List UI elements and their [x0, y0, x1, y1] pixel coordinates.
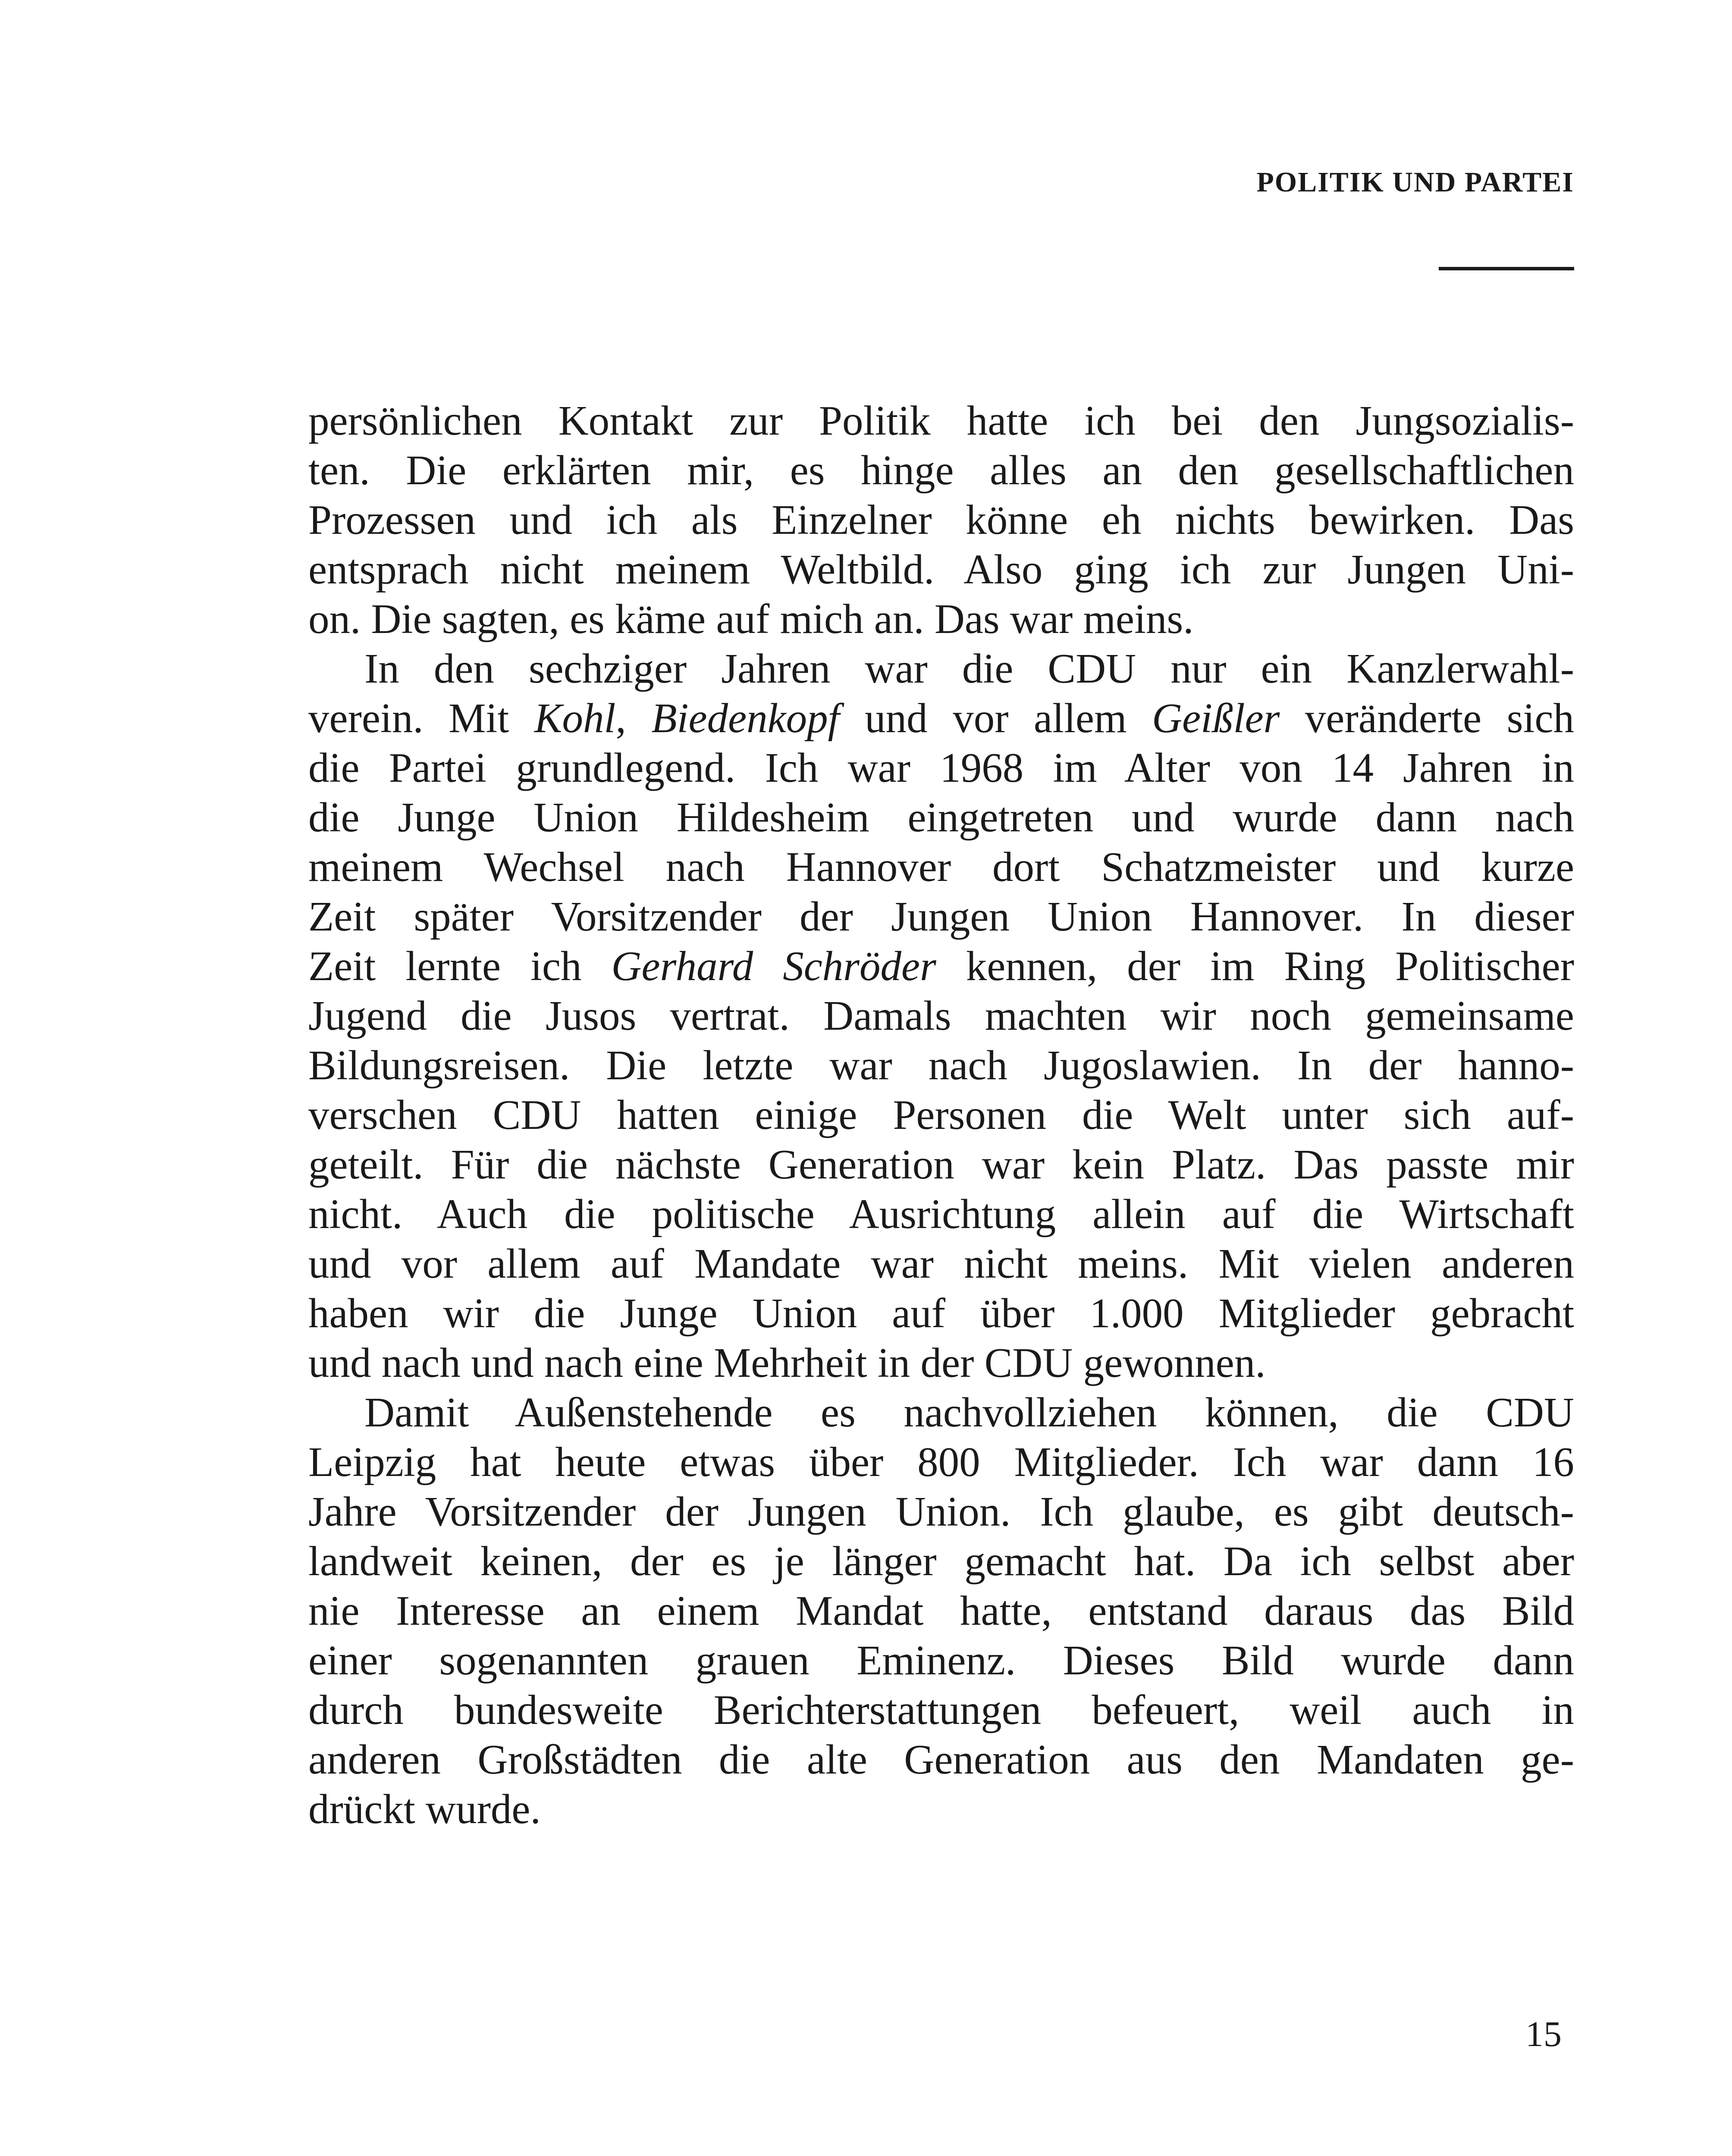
- text-segment: entsprach nicht meinem Weltbild. Also ging ich zur Jungen Uni-: [308, 546, 1574, 592]
- text-segment: haben wir die Junge Union auf über 1.000 Mitglieder gebracht: [308, 1290, 1574, 1336]
- text-line: [308, 1784, 1574, 1834]
- text-segment: meinem Wechsel nach Hannover dort Schatzmeister und kurze: [308, 844, 1574, 890]
- text-segment: Zeit später Vorsitzender der Jungen Union Hannover. In dieser: [308, 893, 1574, 940]
- text-line: [308, 892, 1574, 941]
- text-segment: drückt wurde.: [308, 1786, 541, 1832]
- text-line: [308, 1735, 1574, 1784]
- text-segment: ,: [615, 695, 652, 741]
- paragraph: [308, 1388, 1574, 1834]
- text-segment: die Junge Union Hildesheim eingetreten und wurde dann nach: [308, 794, 1574, 840]
- text-segment: kennen, der im Ring Politischer: [936, 943, 1574, 989]
- text-line: [308, 1586, 1574, 1636]
- text-line: [308, 1536, 1574, 1586]
- text-line: [308, 842, 1574, 892]
- text-segment: Leipzig hat heute etwas über 800 Mitglieder. Ich war dann 16: [308, 1439, 1574, 1485]
- text-segment: durch bundesweite Berichterstattungen befeuert, weil auch in: [308, 1687, 1574, 1733]
- text-segment: Jugend die Jusos vertrat. Damals machten wir noch gemeinsame: [308, 993, 1574, 1039]
- text-segment: veränderte sich: [1280, 695, 1574, 741]
- paragraph: [308, 396, 1574, 644]
- text-line: [308, 1040, 1574, 1090]
- body-text: [308, 396, 1574, 1834]
- text-line: [308, 1140, 1574, 1189]
- italic-name: Kohl: [534, 695, 616, 741]
- paragraph: [308, 644, 1574, 1388]
- page-number: 15: [1525, 2014, 1562, 2054]
- text-segment: Prozessen und ich als Einzelner könne eh nichts bewirken. Das: [308, 497, 1574, 543]
- text-segment: und vor allem auf Mandate war nicht meins. Mit vielen anderen: [308, 1241, 1574, 1287]
- text-segment: landweit keinen, der es je länger gemacht hat. Da ich selbst aber: [308, 1538, 1574, 1584]
- text-line: [308, 644, 1574, 693]
- text-line: [308, 545, 1574, 594]
- text-segment: die Partei grundlegend. Ich war 1968 im Alter von 14 Jahren in: [308, 745, 1574, 791]
- text-segment: Bildungsreisen. Die letzte war nach Jugoslawien. In der hanno-: [308, 1042, 1574, 1088]
- text-line: [308, 693, 1574, 743]
- text-line: [308, 941, 1574, 991]
- text-segment: geteilt. Für die nächste Generation war kein Platz. Das passte mir: [308, 1141, 1574, 1188]
- text-line: [308, 1388, 1574, 1437]
- text-line: [308, 1487, 1574, 1536]
- italic-name: Geißler: [1152, 695, 1280, 741]
- text-segment: und vor allem: [839, 695, 1152, 741]
- text-line: [308, 743, 1574, 793]
- text-segment: ten. Die erklärten mir, es hinge alles an den gesellschaftlichen: [308, 447, 1574, 493]
- italic-name: Biedenkopf: [651, 695, 840, 741]
- text-line: [308, 396, 1574, 445]
- running-head-title: POLITIK UND PARTEI: [1256, 166, 1574, 198]
- text-segment: und nach und nach eine Mehrheit in der CDU gewonnen.: [308, 1340, 1266, 1386]
- text-segment: Zeit lernte ich: [308, 943, 612, 989]
- text-segment: nie Interesse an einem Mandat hatte, entstand daraus das Bild: [308, 1588, 1574, 1634]
- text-segment: Jahre Vorsitzender der Jungen Union. Ich glaube, es gibt deutsch-: [308, 1489, 1574, 1535]
- text-segment: anderen Großstädten die alte Generation aus den Mandaten ge-: [308, 1736, 1574, 1783]
- text-line: [308, 594, 1574, 644]
- text-line: [308, 1239, 1574, 1288]
- text-line: [308, 1685, 1574, 1735]
- header-rule: [1439, 267, 1574, 270]
- text-line: [308, 495, 1574, 545]
- text-line: [308, 1636, 1574, 1685]
- italic-name: Gerhard Schröder: [611, 943, 936, 989]
- text-segment: persönlichen Kontakt zur Politik hatte ich bei den Jungsozialis-: [308, 398, 1574, 444]
- text-line: [308, 445, 1574, 495]
- text-line: [308, 793, 1574, 842]
- text-line: [308, 1338, 1574, 1388]
- text-line: [308, 1090, 1574, 1140]
- text-segment: Damit Außenstehende es nachvollziehen können, die CDU: [364, 1389, 1574, 1435]
- text-segment: verschen CDU hatten einige Personen die Welt unter sich auf-: [308, 1092, 1574, 1138]
- text-segment: on. Die sagten, es käme auf mich an. Das war meins.: [308, 596, 1194, 642]
- text-segment: verein. Mit: [308, 695, 534, 741]
- text-segment: einer sogenannten grauen Eminenz. Dieses Bild wurde dann: [308, 1637, 1574, 1683]
- text-line: [308, 1288, 1574, 1338]
- text-segment: In den sechziger Jahren war die CDU nur ein Kanzlerwahl-: [364, 646, 1574, 692]
- text-line: [308, 991, 1574, 1040]
- text-line: [308, 1189, 1574, 1239]
- text-line: [308, 1437, 1574, 1487]
- text-segment: nicht. Auch die politische Ausrichtung allein auf die Wirtschaft: [308, 1191, 1574, 1237]
